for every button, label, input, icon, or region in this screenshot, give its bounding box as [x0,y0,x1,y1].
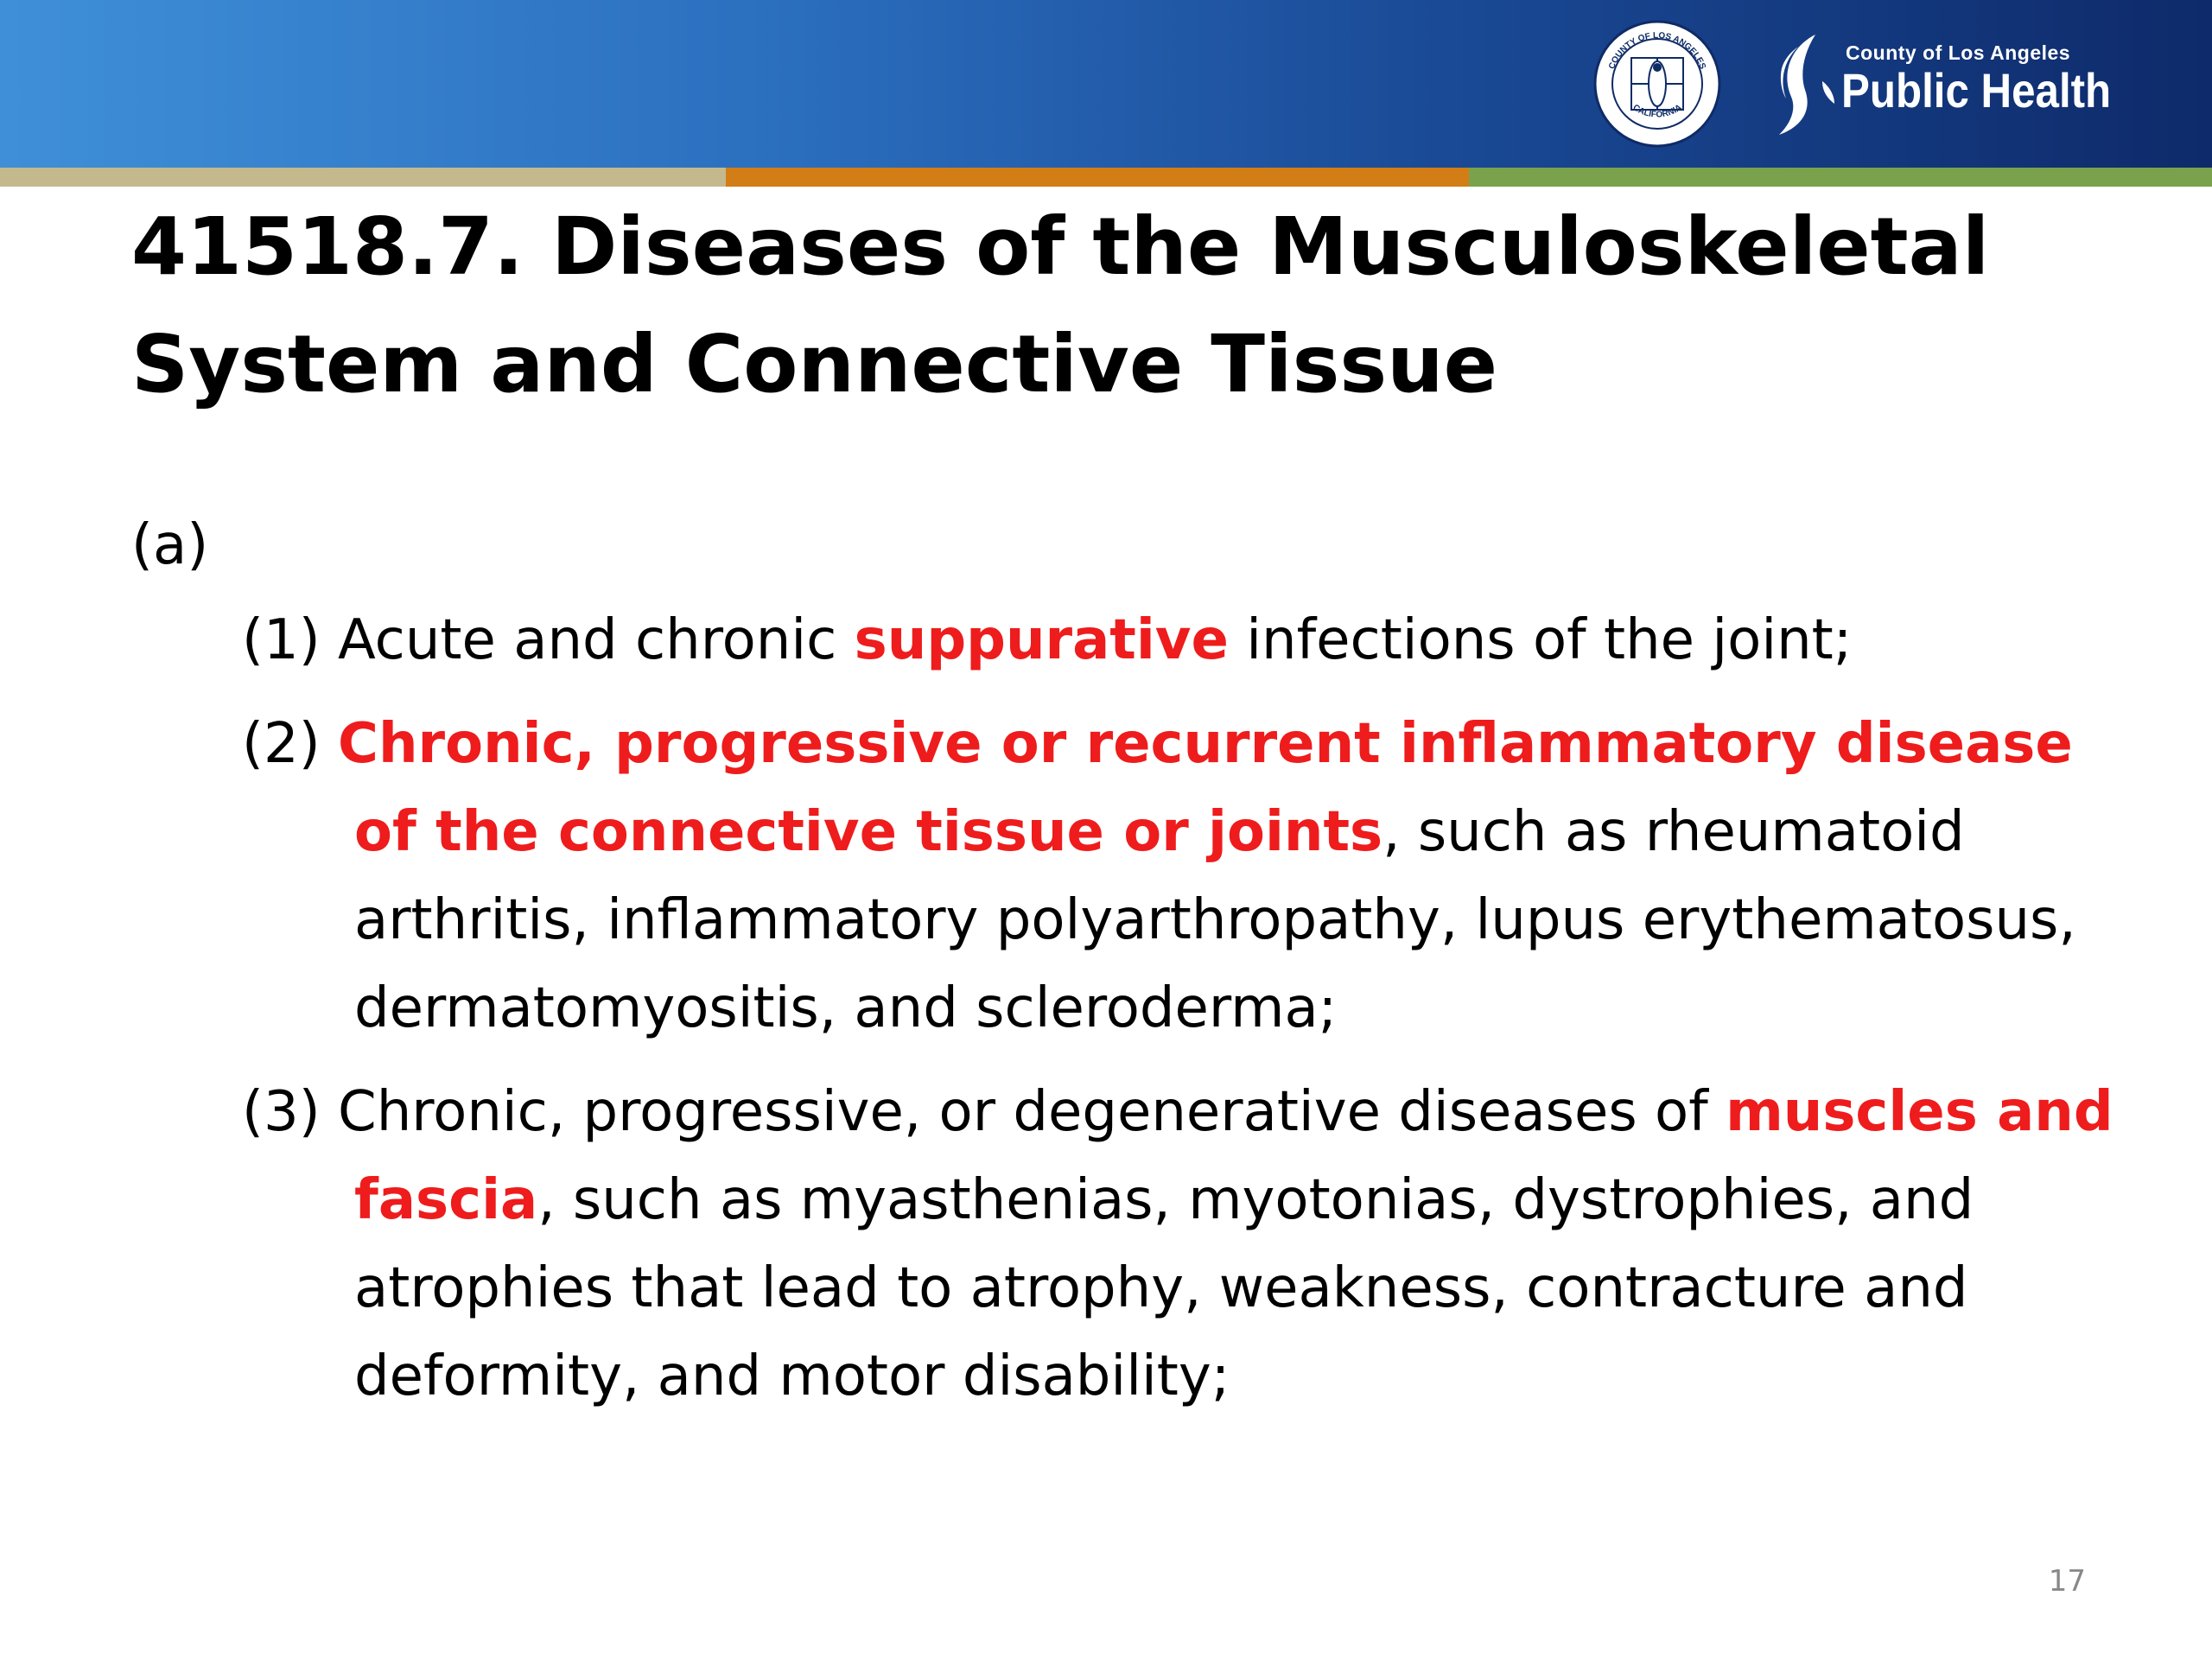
list-item-2 [131,700,2119,1052]
list-item-1 [131,596,2119,684]
logo-county-text: County of Los Angeles [1846,41,2071,64]
public-health-logo [1765,29,2111,142]
public-health-mark-icon [1765,29,1843,142]
paragraph-a-label: (a) [131,513,209,577]
item-highlight: muscles and fascia [354,1080,2113,1232]
item-text: , such as rheumatoid arthritis, inflammatory polyarthropathy, lupus erythematosus, dermatomyositis, and scleroderma; [354,800,2076,1040]
accent-stripe-tan [0,168,726,187]
item-text: infections of the joint; [1228,608,1853,672]
item-number: (2) [242,712,338,776]
slide-title: 41518.7. Diseases of the Musculoskeletal System and Connective Tissue [131,200,1990,410]
logo-public-health-text: Public Health [1841,63,2112,118]
seal-text-bottom: CALIFORNIA [1630,103,1684,120]
list-item-3 [131,1068,2119,1421]
item-text: Chronic, progressive, or degenerative diseases of [338,1080,1726,1144]
slide-body [131,501,2119,1436]
seal-text-top: COUNTY OF LOS ANGELES [1607,30,1707,71]
county-seal-icon [1592,19,1722,149]
item-highlight: Chronic, progressive or recurrent inflammatory disease of the connective tissue or joints [338,712,2073,864]
item-number: (1) [242,608,338,672]
item-highlight: suppurative [854,608,1229,672]
page-number: 17 [2048,1564,2086,1599]
item-number: (3) [242,1080,338,1144]
accent-stripe-orange [726,168,1469,187]
item-text: , such as myasthenias, myotonias, dystrophies, and atrophies that lead to atrophy, weakness, contracture and deformity, and motor disability; [354,1168,1974,1408]
item-text: Acute and chronic [338,608,855,672]
accent-stripe-green [1469,168,2212,187]
